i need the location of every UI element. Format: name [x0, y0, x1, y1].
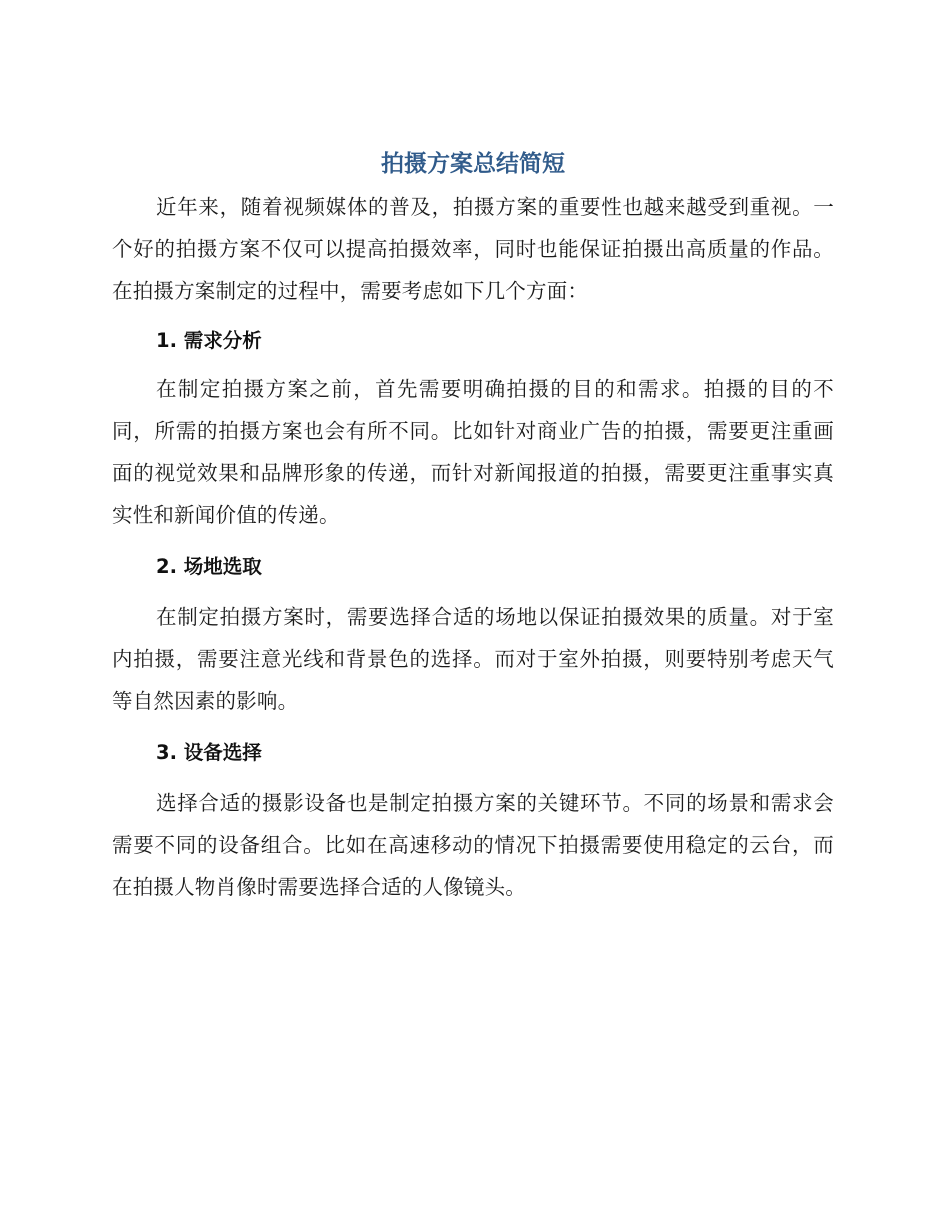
section-heading-equipment-selection: 3. 设备选择	[156, 741, 262, 764]
document-title: 拍摄方案总结简短	[381, 151, 565, 177]
section-body-equipment-selection: 选择合适的摄影设备也是制定拍摄方案的关键环节。不同的场景和需求会需要不同的设备组合。比如在高速移动的情况下拍摄需要使用稳定的云台，而在拍摄人物肖像时需要选择合适的人像镜头。	[112, 791, 834, 899]
section-heading-needs-analysis: 1. 需求分析	[156, 329, 262, 352]
document-page	[112, 146, 834, 908]
section-heading-venue-selection: 2. 场地选取	[156, 555, 262, 578]
section-body-venue-selection: 在制定拍摄方案时，需要选择合适的场地以保证拍摄效果的质量。对于室内拍摄，需要注意光线和背景色的选择。而对于室外拍摄，则要特别考虑天气等自然因素的影响。	[112, 605, 834, 713]
intro-paragraph: 近年来，随着视频媒体的普及，拍摄方案的重要性也越来越受到重视。一个好的拍摄方案不仅可以提高拍摄效率，同时也能保证拍摄出高质量的作品。在拍摄方案制定的过程中，需要考虑如下几个方面：	[112, 195, 834, 303]
section-body-needs-analysis: 在制定拍摄方案之前，首先需要明确拍摄的目的和需求。拍摄的目的不同，所需的拍摄方案也会有所不同。比如针对商业广告的拍摄，需要更注重画面的视觉效果和品牌形象的传递，而针对新闻报道的拍摄，需要更注重事实真实性和新闻价值的传递。	[112, 377, 834, 527]
